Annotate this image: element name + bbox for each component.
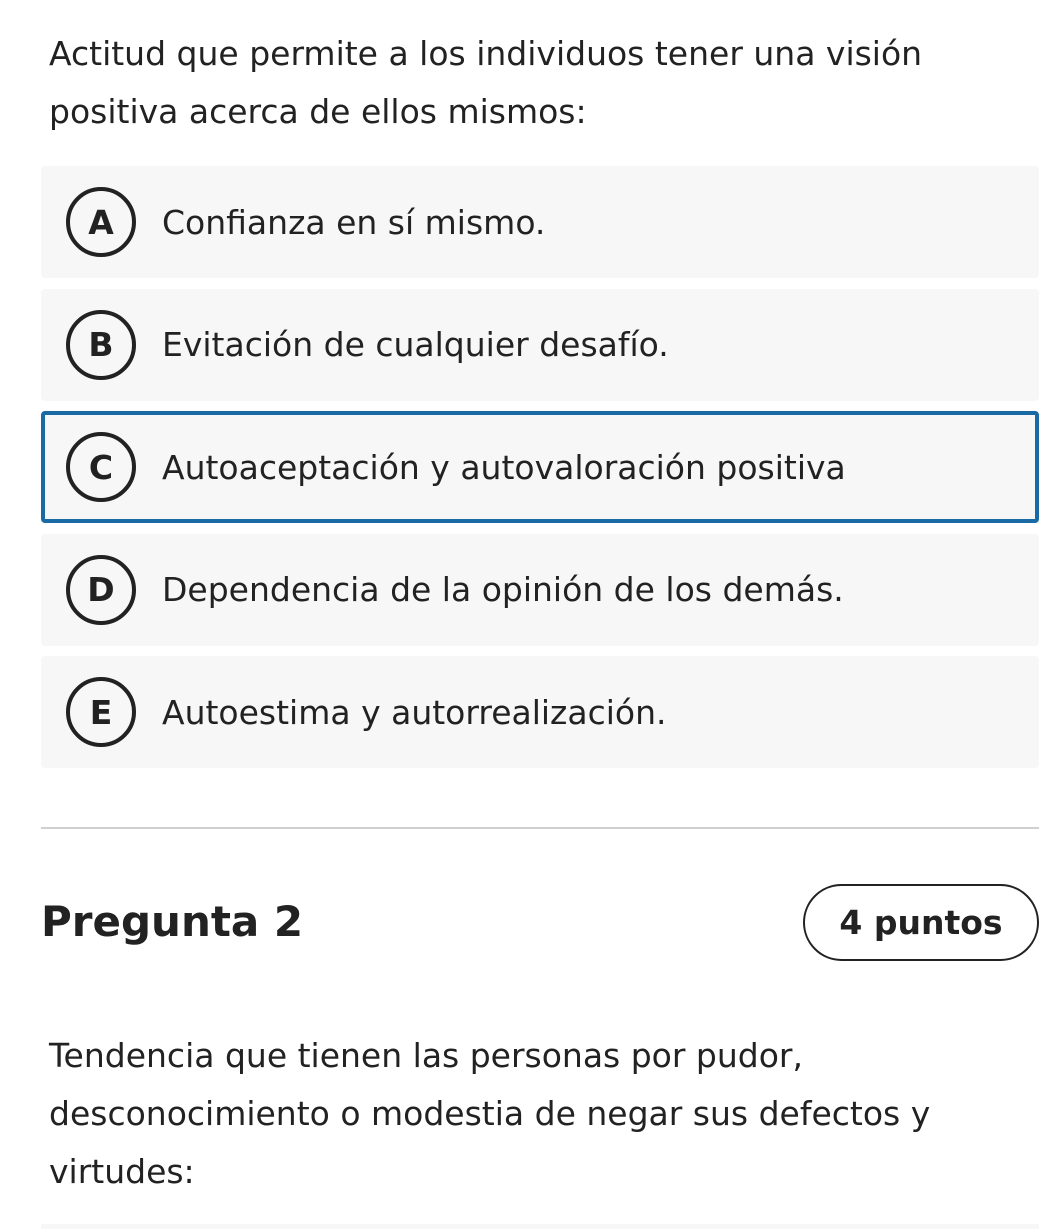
option-d-letter: D [66, 555, 136, 625]
option-b[interactable] [41, 289, 1039, 401]
points-badge: 4 puntos [803, 884, 1039, 961]
question-2-text: Tendencia que tienen las personas por pudor, desconocimiento o modestia de negar sus defectos y virtudes: [49, 1036, 931, 1191]
option-a-label: Confianza en sí mismo. [162, 202, 546, 242]
option-b-label: Evitación de cualquier desafío. [162, 325, 669, 364]
option-d[interactable] [41, 534, 1039, 646]
answer-options [41, 166, 1039, 779]
question-1-text: Actitud que permite a los individuos tener una visión positiva acerca de ellos mismos: [49, 34, 923, 131]
question-2-title: Pregunta 2 [41, 897, 304, 946]
next-option-edge [41, 1224, 1039, 1229]
option-e[interactable] [41, 656, 1039, 768]
option-c[interactable] [41, 411, 1039, 523]
option-d-label: Dependencia de la opinión de los demás. [162, 570, 844, 609]
option-e-label: Autoestima y autorrealización. [162, 692, 667, 732]
option-e-letter: E [66, 677, 136, 747]
option-c-letter: C [66, 432, 136, 502]
option-b-letter: B [66, 310, 136, 380]
option-a-letter: A [66, 187, 136, 257]
option-a[interactable] [41, 166, 1039, 278]
option-c-label: Autoaceptación y autovaloración positiva [162, 447, 846, 487]
section-divider [41, 827, 1039, 829]
